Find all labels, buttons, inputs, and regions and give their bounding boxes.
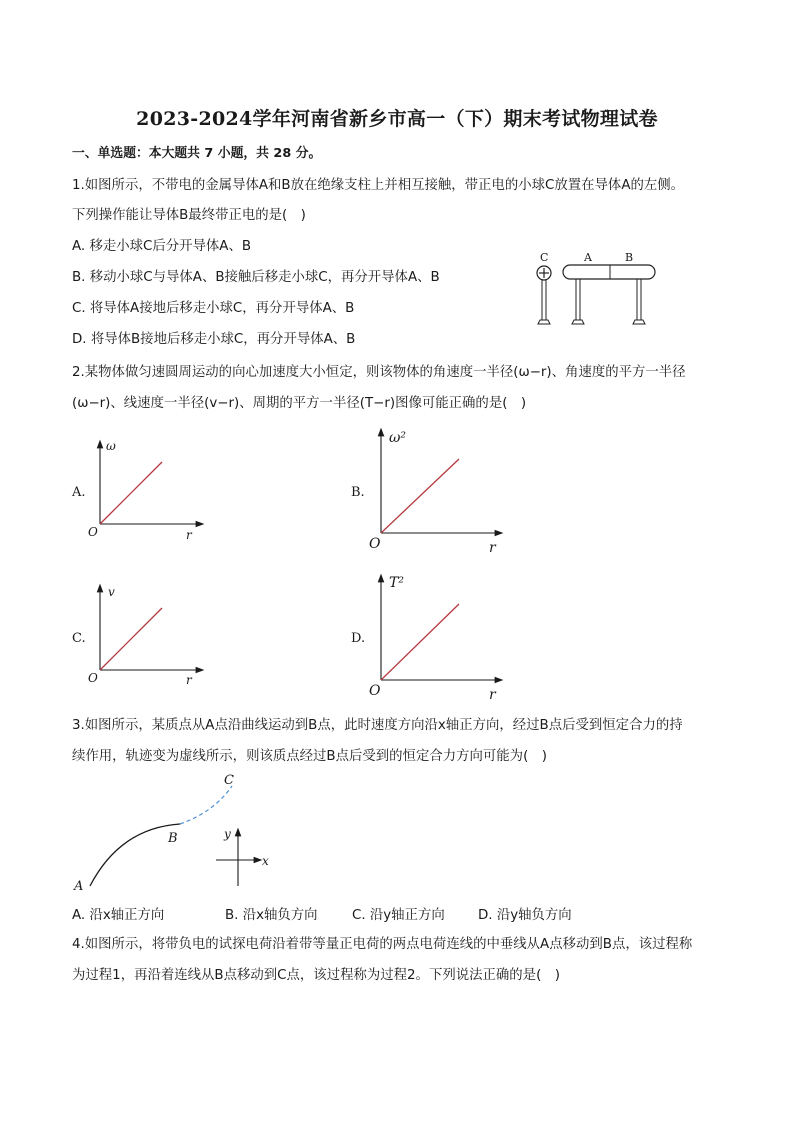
q1-fig-label-c: C xyxy=(540,251,549,264)
q2c-option-label: C. xyxy=(72,631,86,646)
q2a-x-label: r xyxy=(186,528,192,542)
q3-label-a: A xyxy=(74,879,84,894)
q2c-graph-line xyxy=(100,608,162,670)
q3-stem-line2: 续作用，轨迹变为虚线所示，则该质点经过B点后受到的恒定合力方向可能为( ) xyxy=(72,749,547,764)
q2d-origin-label: O xyxy=(369,683,381,699)
q2-graph-d xyxy=(349,570,509,702)
q1-option-a: A. 移走小球C后分开导体A、B xyxy=(72,239,252,254)
q3-option-d: D. 沿y轴负方向 xyxy=(478,908,572,923)
q2d-x-label: r xyxy=(489,687,496,702)
q2b-graph-line xyxy=(381,459,459,533)
q2d-option-label: D. xyxy=(351,631,366,646)
q2b-origin-label: O xyxy=(369,536,381,552)
q2-stem-line1: 2.某物体做匀速圆周运动的向心加速度大小恒定，则该物体的角速度一半径(ω−r)、角速度的平方一半径 xyxy=(72,365,686,380)
q1-fig-label-b: B xyxy=(625,251,634,264)
q2c-origin-label: O xyxy=(88,671,98,685)
q3-option-a: A. 沿x轴正方向 xyxy=(72,908,165,923)
q3-option-b: B. 沿x轴负方向 xyxy=(225,908,318,923)
page-title: 2023-2024学年河南省新乡市高一（下）期末考试物理试卷 xyxy=(136,108,658,130)
q2-graph-a xyxy=(68,432,218,544)
q3-dashed-path xyxy=(180,786,232,824)
q2d-graph-line xyxy=(381,604,459,680)
q2-stem-line2: (ω−r)、线速度一半径(v−r)、周期的平方一半径(T−r)图像可能正确的是( ) xyxy=(72,396,527,411)
q3-stem-line1: 3.如图所示，某质点从A点沿曲线运动到B点，此时速度方向沿x轴正方向，经过B点后受到恒定合力的持 xyxy=(72,718,683,733)
q1-option-d: D. 将导体B接地后移走小球C，再分开导体A、B xyxy=(72,332,356,347)
conductor-ab xyxy=(563,265,655,279)
q2-graph-c xyxy=(68,580,218,692)
q1-option-b: B. 移动小球C与导体A、B接触后移走小球C，再分开导体A、B xyxy=(72,270,440,285)
q2d-y-label: T² xyxy=(389,575,404,591)
q4-stem-line2: 为过程1，再沿着连线从B点移动到C点，该过程称为过程2。下列说法正确的是( ) xyxy=(72,968,560,983)
q3-solid-path xyxy=(90,824,180,886)
q1-fig-label-a: A xyxy=(584,251,592,264)
q1-stem-line2: 下列操作能让导体B最终带正电的是( ) xyxy=(72,208,306,223)
q3-option-c: C. 沿y轴正方向 xyxy=(352,908,445,923)
q3-label-c: C xyxy=(224,773,234,788)
q2a-graph-line xyxy=(100,462,162,524)
q2c-y-label: v xyxy=(108,585,115,599)
q3-figure xyxy=(68,770,288,896)
q3-axis-y: y xyxy=(224,827,231,841)
q2b-y-label: ω² xyxy=(389,430,407,446)
q2a-origin-label: O xyxy=(88,525,98,539)
q2b-option-label: B. xyxy=(351,485,365,500)
q2a-y-label: ω xyxy=(106,439,116,453)
q1-figure xyxy=(528,248,668,330)
q2b-x-label: r xyxy=(489,540,496,556)
q3-label-b: B xyxy=(168,831,178,846)
q2-graph-b xyxy=(349,426,509,556)
q2a-option-label: A. xyxy=(72,485,86,500)
q1-option-c: C. 将导体A接地后移走小球C，再分开导体A、B xyxy=(72,301,355,316)
section-heading: 一、单选题：本大题共 7 小题，共 28 分。 xyxy=(72,146,322,161)
q3-axis-x: x xyxy=(262,854,269,868)
q4-stem-line1: 4.如图所示，将带负电的试探电荷沿着带等量正电荷的两点电荷连线的中垂线从A点移动到B点，该过程称 xyxy=(72,937,693,952)
q1-stem-line1: 1.如图所示，不带电的金属导体A和B放在绝缘支柱上并相互接触，带正电的小球C放置在导体A的左侧。 xyxy=(72,178,685,193)
q2c-x-label: r xyxy=(186,673,192,687)
